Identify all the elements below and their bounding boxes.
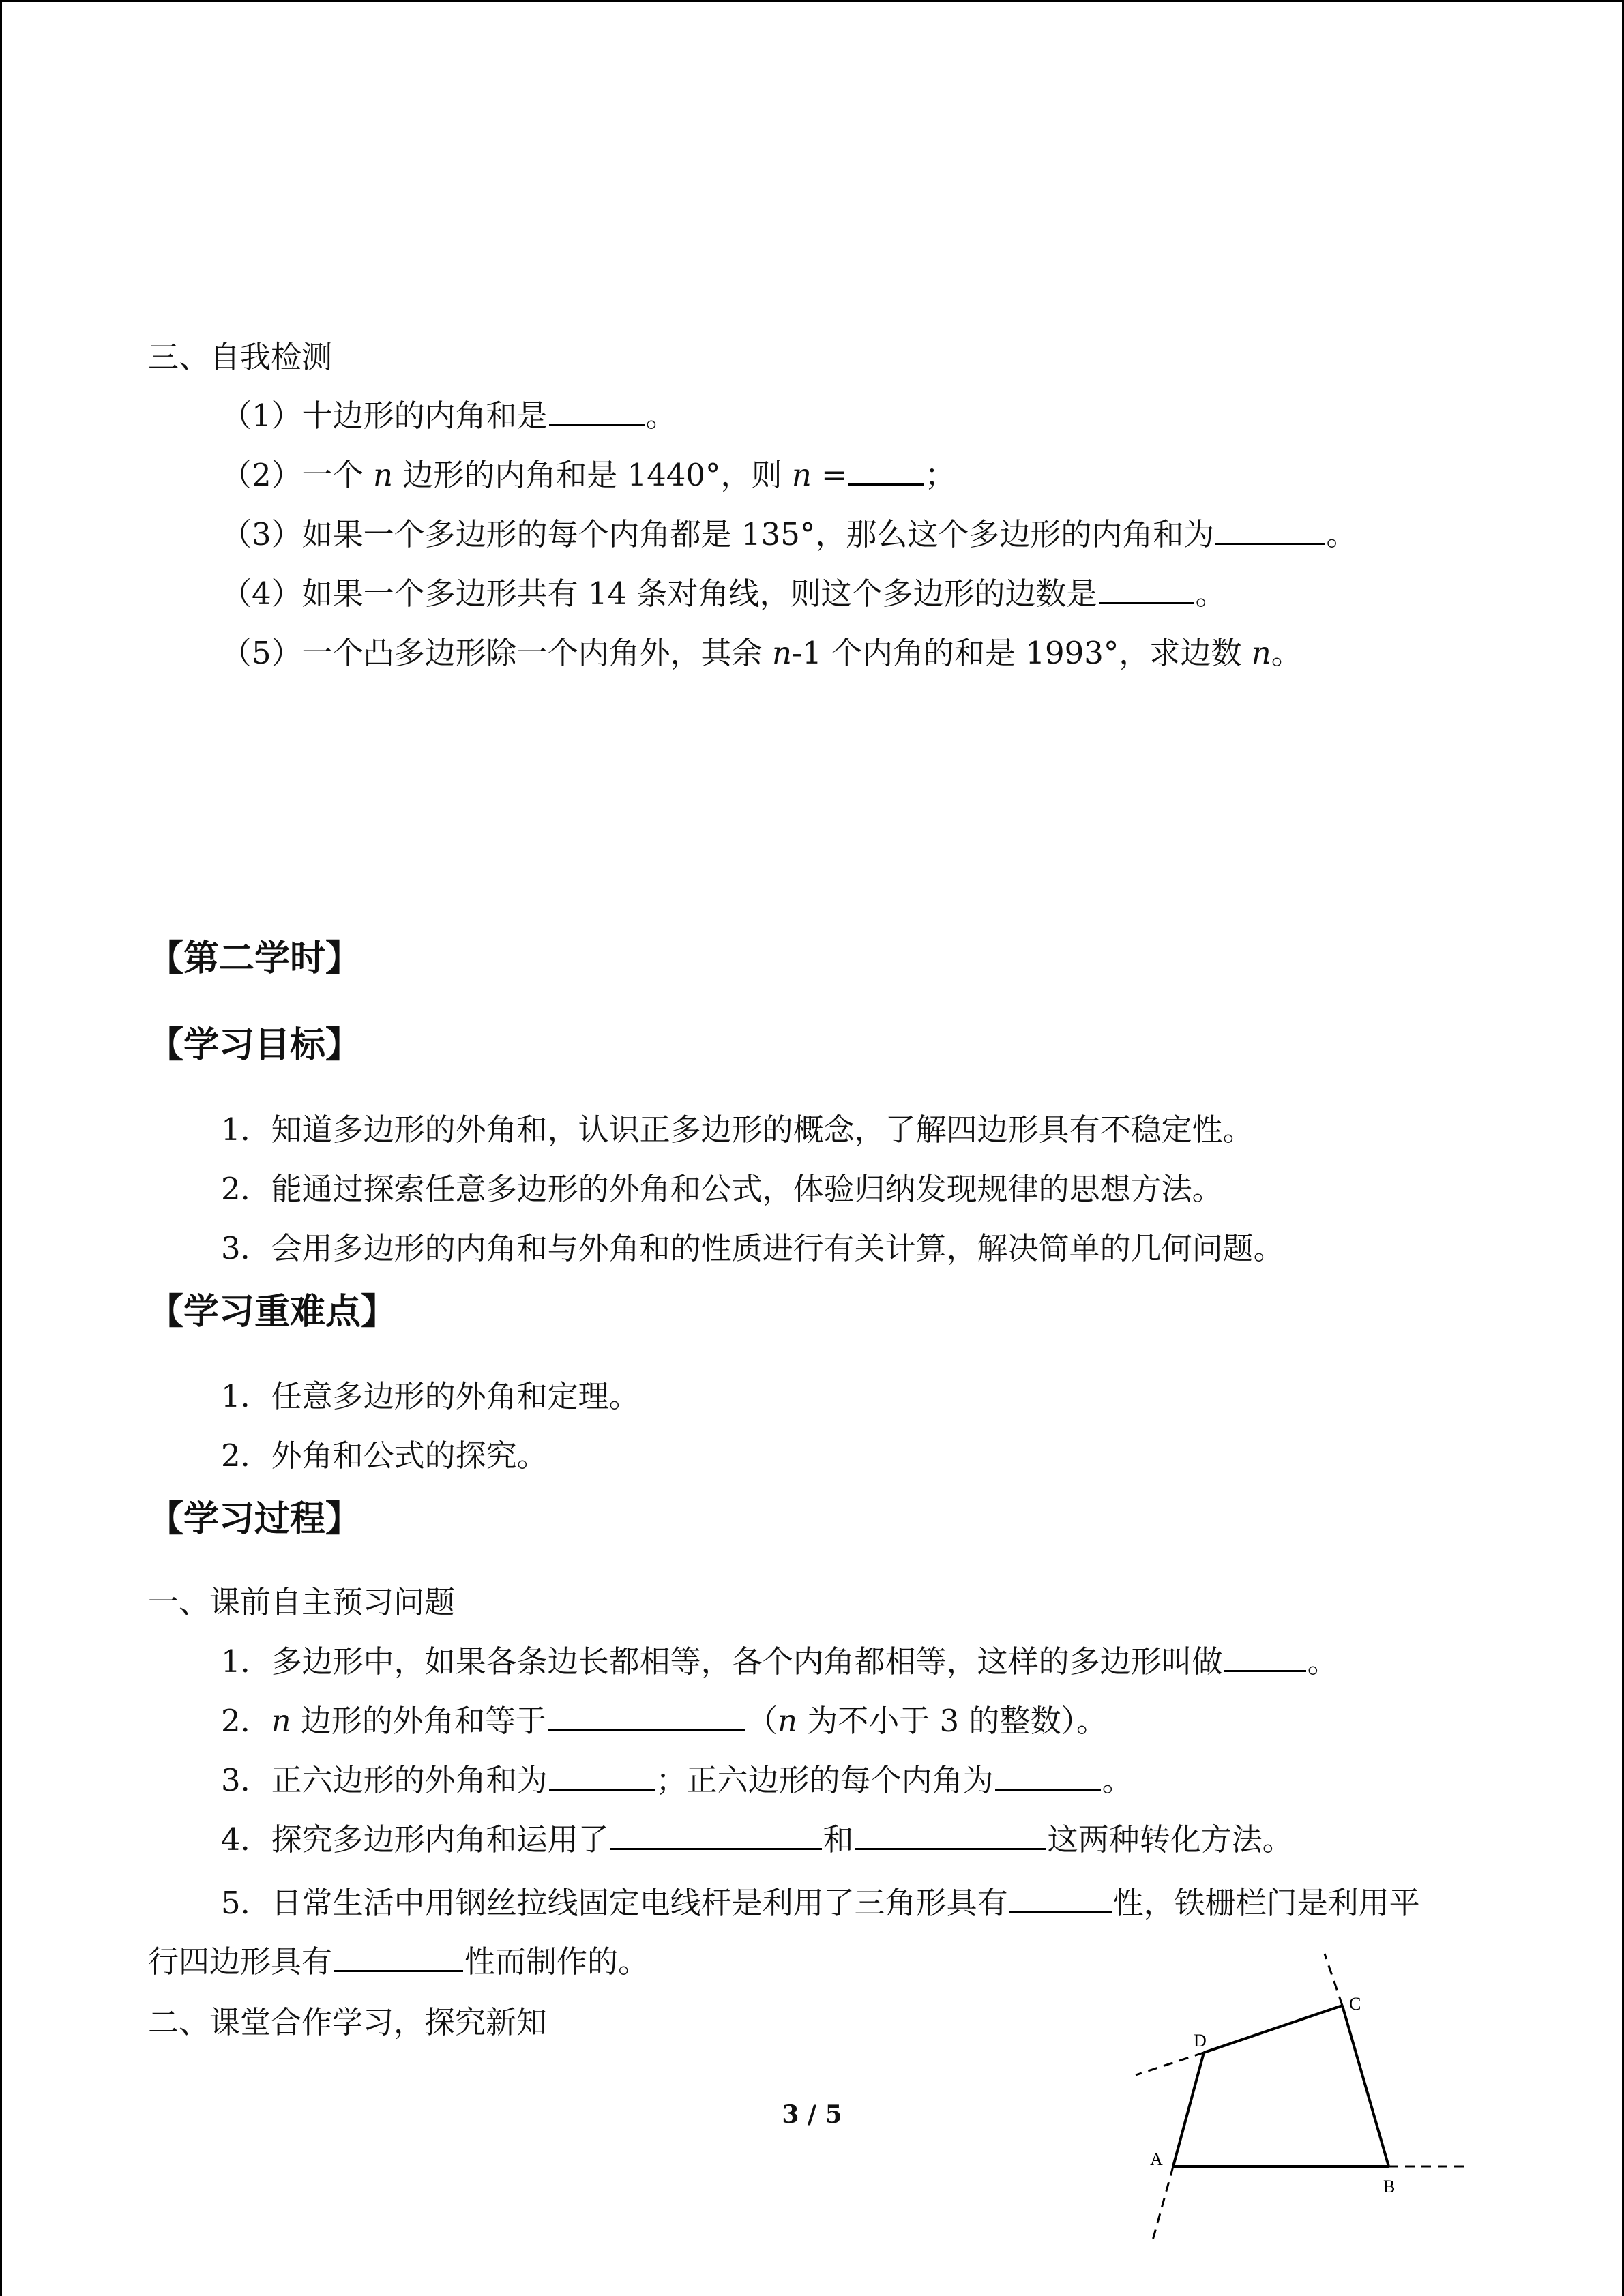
question-2-end: ； bbox=[924, 457, 956, 493]
preview-question-3-text: 3．正六边形的外角和为 bbox=[221, 1762, 548, 1798]
answer-blank bbox=[1099, 575, 1194, 604]
preview-question-1 bbox=[221, 1641, 1338, 1682]
variable-n: n bbox=[1251, 635, 1271, 671]
question-3-text: （3）如果一个多边形的每个内角都是 135°，那么这个多边形的内角和为 bbox=[221, 516, 1215, 552]
answer-blank bbox=[855, 1821, 1046, 1850]
preview-question-2-text: 边形的外角和等于 bbox=[291, 1703, 546, 1739]
variable-n: n bbox=[372, 457, 393, 493]
preview-question-5-text-end: 性，铁栅栏门是利用平 bbox=[1112, 1885, 1420, 1921]
preview-question-3 bbox=[221, 1760, 1133, 1801]
question-1-text: （1）十边形的内角和是 bbox=[221, 398, 548, 434]
extension-bc bbox=[1325, 1954, 1342, 2006]
question-5 bbox=[221, 633, 1302, 674]
question-4-text: （4）如果一个多边形共有 14 条对角线，则这个多边形的边数是 bbox=[221, 576, 1097, 612]
preview-question-5 bbox=[221, 1883, 1420, 1924]
question-3-end: 。 bbox=[1326, 516, 1357, 552]
page-top-border bbox=[0, 0, 1623, 4]
question-5-text-mid: -1 个内角的和是 1993°，求边数 bbox=[791, 635, 1252, 671]
preview-question-5-cont-end: 性而制作的。 bbox=[464, 1943, 649, 1980]
question-1 bbox=[221, 396, 677, 436]
answer-blank bbox=[334, 1943, 463, 1972]
question-1-end: 。 bbox=[645, 398, 677, 434]
goal-item: 2．能通过探索任意多边形的外角和公式，体验归纳发现规律的思想方法。 bbox=[221, 1171, 1223, 1207]
preview-question-4-end: 这两种转化方法。 bbox=[1047, 1821, 1293, 1858]
label-a: A bbox=[1150, 2149, 1163, 2169]
preview-question-1-text: 1．多边形中，如果各条边长都相等，各个内角都相等，这样的多边形叫做 bbox=[221, 1643, 1223, 1680]
extension-cd bbox=[1136, 2053, 1204, 2075]
preview-question-4-text-mid: 和 bbox=[823, 1821, 854, 1858]
extension-da bbox=[1153, 2166, 1173, 2240]
label-d: D bbox=[1194, 2031, 1207, 2051]
preview-title: 一、课前自主预习问题 bbox=[148, 1584, 456, 1620]
question-2-text: （2）一个 bbox=[221, 457, 373, 493]
key-point-item: 2．外角和公式的探究。 bbox=[221, 1437, 548, 1474]
preview-question-1-end: 。 bbox=[1307, 1643, 1338, 1680]
lesson-2-heading: 【第二学时】 bbox=[148, 938, 361, 979]
preview-question-5-cont-text: 行四边形具有 bbox=[148, 1943, 333, 1980]
page-left-border bbox=[0, 0, 2, 2296]
question-2-text-mid: 边形的内角和是 1440°，则 bbox=[392, 457, 792, 493]
key-points-heading: 【学习重难点】 bbox=[148, 1292, 397, 1332]
process-heading: 【学习过程】 bbox=[148, 1499, 361, 1540]
goal-item: 3．会用多边形的内角和与外角和的性质进行有关计算，解决简单的几何问题。 bbox=[221, 1230, 1284, 1266]
preview-question-4-text: 4．探究多边形内角和运用了 bbox=[221, 1821, 609, 1858]
preview-question-2-number: 2． bbox=[221, 1703, 271, 1739]
question-4-end: 。 bbox=[1195, 576, 1226, 612]
label-c: C bbox=[1349, 1994, 1361, 2014]
variable-n: n bbox=[771, 635, 792, 671]
question-5-end: 。 bbox=[1271, 635, 1302, 671]
question-3 bbox=[221, 514, 1357, 555]
goals-heading: 【学习目标】 bbox=[148, 1025, 361, 1066]
answer-blank bbox=[995, 1761, 1101, 1791]
preview-question-5-cont bbox=[148, 1941, 649, 1982]
answer-blank bbox=[848, 456, 924, 486]
goal-item: 1．知道多边形的外角和，认识正多边形的概念，了解四边形具有不稳定性。 bbox=[221, 1112, 1254, 1148]
variable-n: n bbox=[271, 1703, 291, 1739]
answer-blank bbox=[549, 1761, 655, 1791]
variable-n: n bbox=[791, 457, 812, 493]
answer-blank bbox=[1224, 1643, 1306, 1672]
side-cd bbox=[1204, 2006, 1342, 2053]
label-b: B bbox=[1383, 2177, 1396, 2196]
preview-question-4 bbox=[221, 1819, 1293, 1860]
page-number: 3 / 5 bbox=[782, 2100, 842, 2129]
answer-blank bbox=[549, 397, 645, 426]
coop-title: 二、课堂合作学习，探究新知 bbox=[148, 2004, 548, 2040]
key-point-item: 1．任意多边形的外角和定理。 bbox=[221, 1378, 640, 1414]
variable-n: n bbox=[777, 1703, 797, 1739]
self-check-title: 三、自我检测 bbox=[148, 339, 333, 375]
preview-question-5-text: 5．日常生活中用钢丝拉线固定电线杆是利用了三角形具有 bbox=[221, 1885, 1008, 1921]
preview-question-2-note: 为不小于 3 的整数）。 bbox=[797, 1703, 1107, 1739]
preview-question-3-text-mid: ；正六边形的每个内角为 bbox=[655, 1762, 994, 1798]
answer-blank bbox=[1009, 1884, 1112, 1913]
question-2 bbox=[221, 455, 956, 496]
answer-blank bbox=[1215, 516, 1325, 545]
answer-blank bbox=[548, 1702, 745, 1731]
preview-question-3-end: 。 bbox=[1102, 1762, 1133, 1798]
paren-open: （ bbox=[746, 1703, 778, 1739]
preview-question-2 bbox=[221, 1701, 1107, 1742]
equals-sign: = bbox=[811, 457, 847, 493]
question-5-text: （5）一个凸多边形除一个内角外，其余 bbox=[221, 635, 772, 671]
question-4 bbox=[221, 573, 1226, 614]
answer-blank bbox=[610, 1821, 822, 1850]
side-bc bbox=[1342, 2006, 1389, 2166]
